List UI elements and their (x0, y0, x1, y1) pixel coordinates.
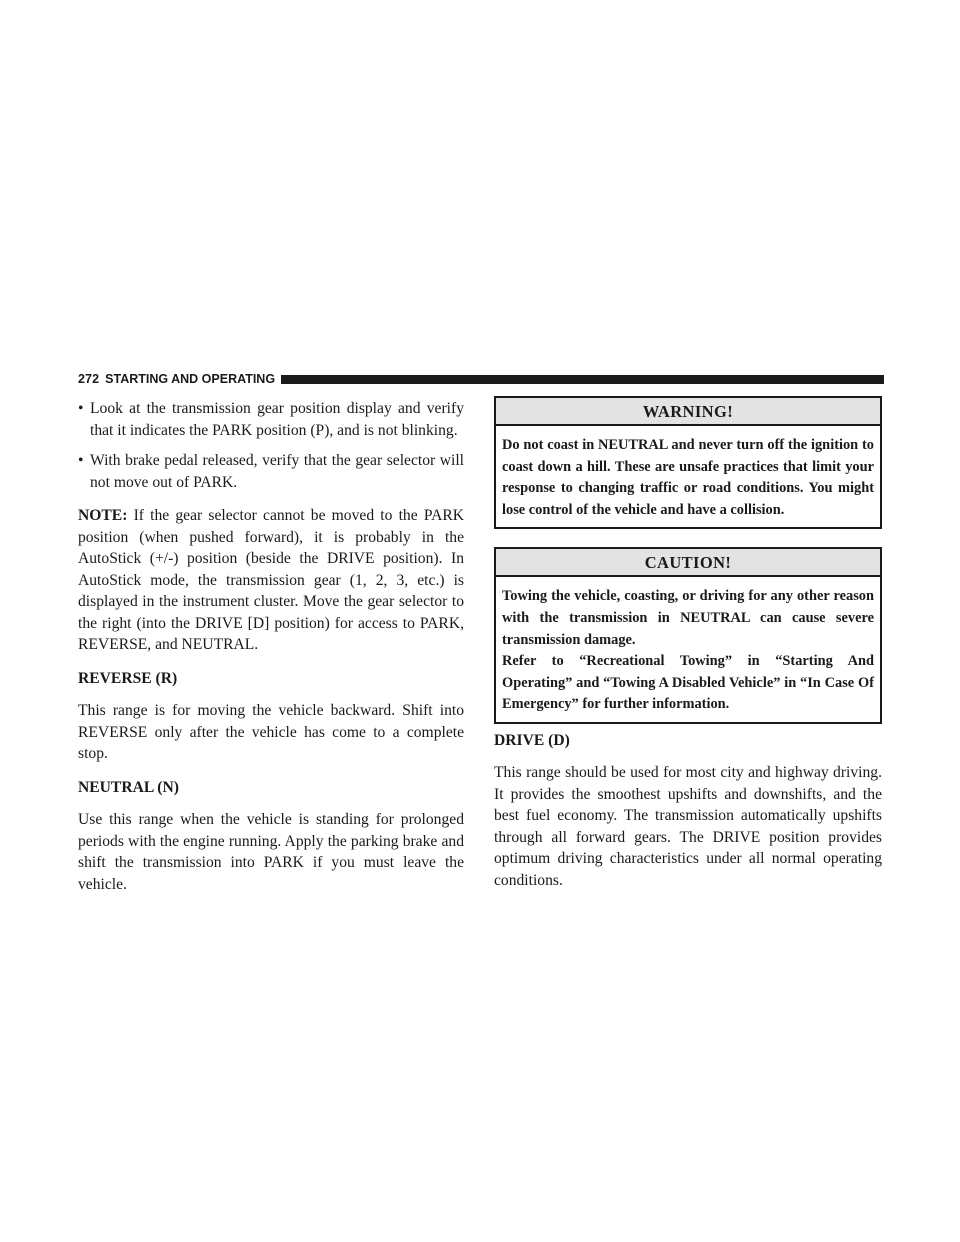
neutral-paragraph: Use this range when the vehicle is standing for prolonged periods with the engine running. Apply the parking brake and shift the transmission into PARK if you must leave the vehicle. (78, 811, 464, 893)
right-column (494, 396, 882, 903)
bullet-item (78, 450, 464, 493)
reverse-paragraph: This range is for moving the vehicle backward. Shift into REVERSE only after the vehicle has come to a complete stop. (78, 702, 464, 762)
caution-body (496, 577, 880, 722)
bullet-text: With brake pedal released, verify that the gear selector will not move out of PARK. (90, 452, 464, 491)
bullet-text: Look at the transmission gear position display and verify that it indicates the PARK position (P), and is not blinking. (90, 400, 464, 439)
note-paragraph (78, 505, 464, 656)
warning-body (496, 426, 880, 527)
note-label: NOTE: (78, 507, 128, 524)
drive-heading: DRIVE (D) (494, 731, 570, 749)
page-header (78, 370, 884, 388)
reverse-heading: REVERSE (R) (78, 669, 178, 687)
page-number: 272 (78, 372, 100, 386)
section-title: STARTING AND OPERATING (105, 372, 276, 386)
warning-text: Do not coast in NEUTRAL and never turn off the ignition to coast down a hill. These are unsafe practices that limit your response to changing traffic or road conditions. You might lose control of the vehicle and have a collision. (502, 437, 874, 518)
caution-title: CAUTION! (496, 549, 880, 577)
drive-paragraph: This range should be used for most city and highway driving. It provides the smoothest upshifts and downshifts, and the best fuel economy. The transmission automatically upshifts through all forward gears. The DRIVE position provides optimum driving characteristics under all normal operating conditions. (494, 764, 882, 889)
bullet-icon: • (78, 452, 84, 469)
bullet-item (78, 398, 464, 441)
caution-text: Towing the vehicle, coasting, or driving for any other reason with the transmission in NEUTRAL can cause severe transmission damage. (502, 588, 874, 648)
note-text: If the gear selector cannot be moved to the PARK position (when pushed forward), it is probably in the AutoStick (+/-) position (beside the DRIVE position). In AutoStick mode, the transmission gear (1, 2, 3, etc.) is displayed in the instrument cluster. Move the gear selector to the right (into the DRIVE [D] position) for access to PARK, REVERSE, and NEUTRAL. (78, 507, 464, 653)
warning-box (494, 396, 882, 529)
neutral-heading: NEUTRAL (N) (78, 778, 179, 796)
left-column (78, 398, 464, 907)
caution-reference-text: Refer to “Recreational Towing” in “Starting And Operating” and “Towing A Disabled Vehicle” in “In Case Of Emergency” for further information. (502, 653, 874, 713)
header-rule (281, 375, 884, 384)
caution-box (494, 547, 882, 724)
bullet-icon: • (78, 400, 84, 417)
warning-title: WARNING! (496, 398, 880, 426)
